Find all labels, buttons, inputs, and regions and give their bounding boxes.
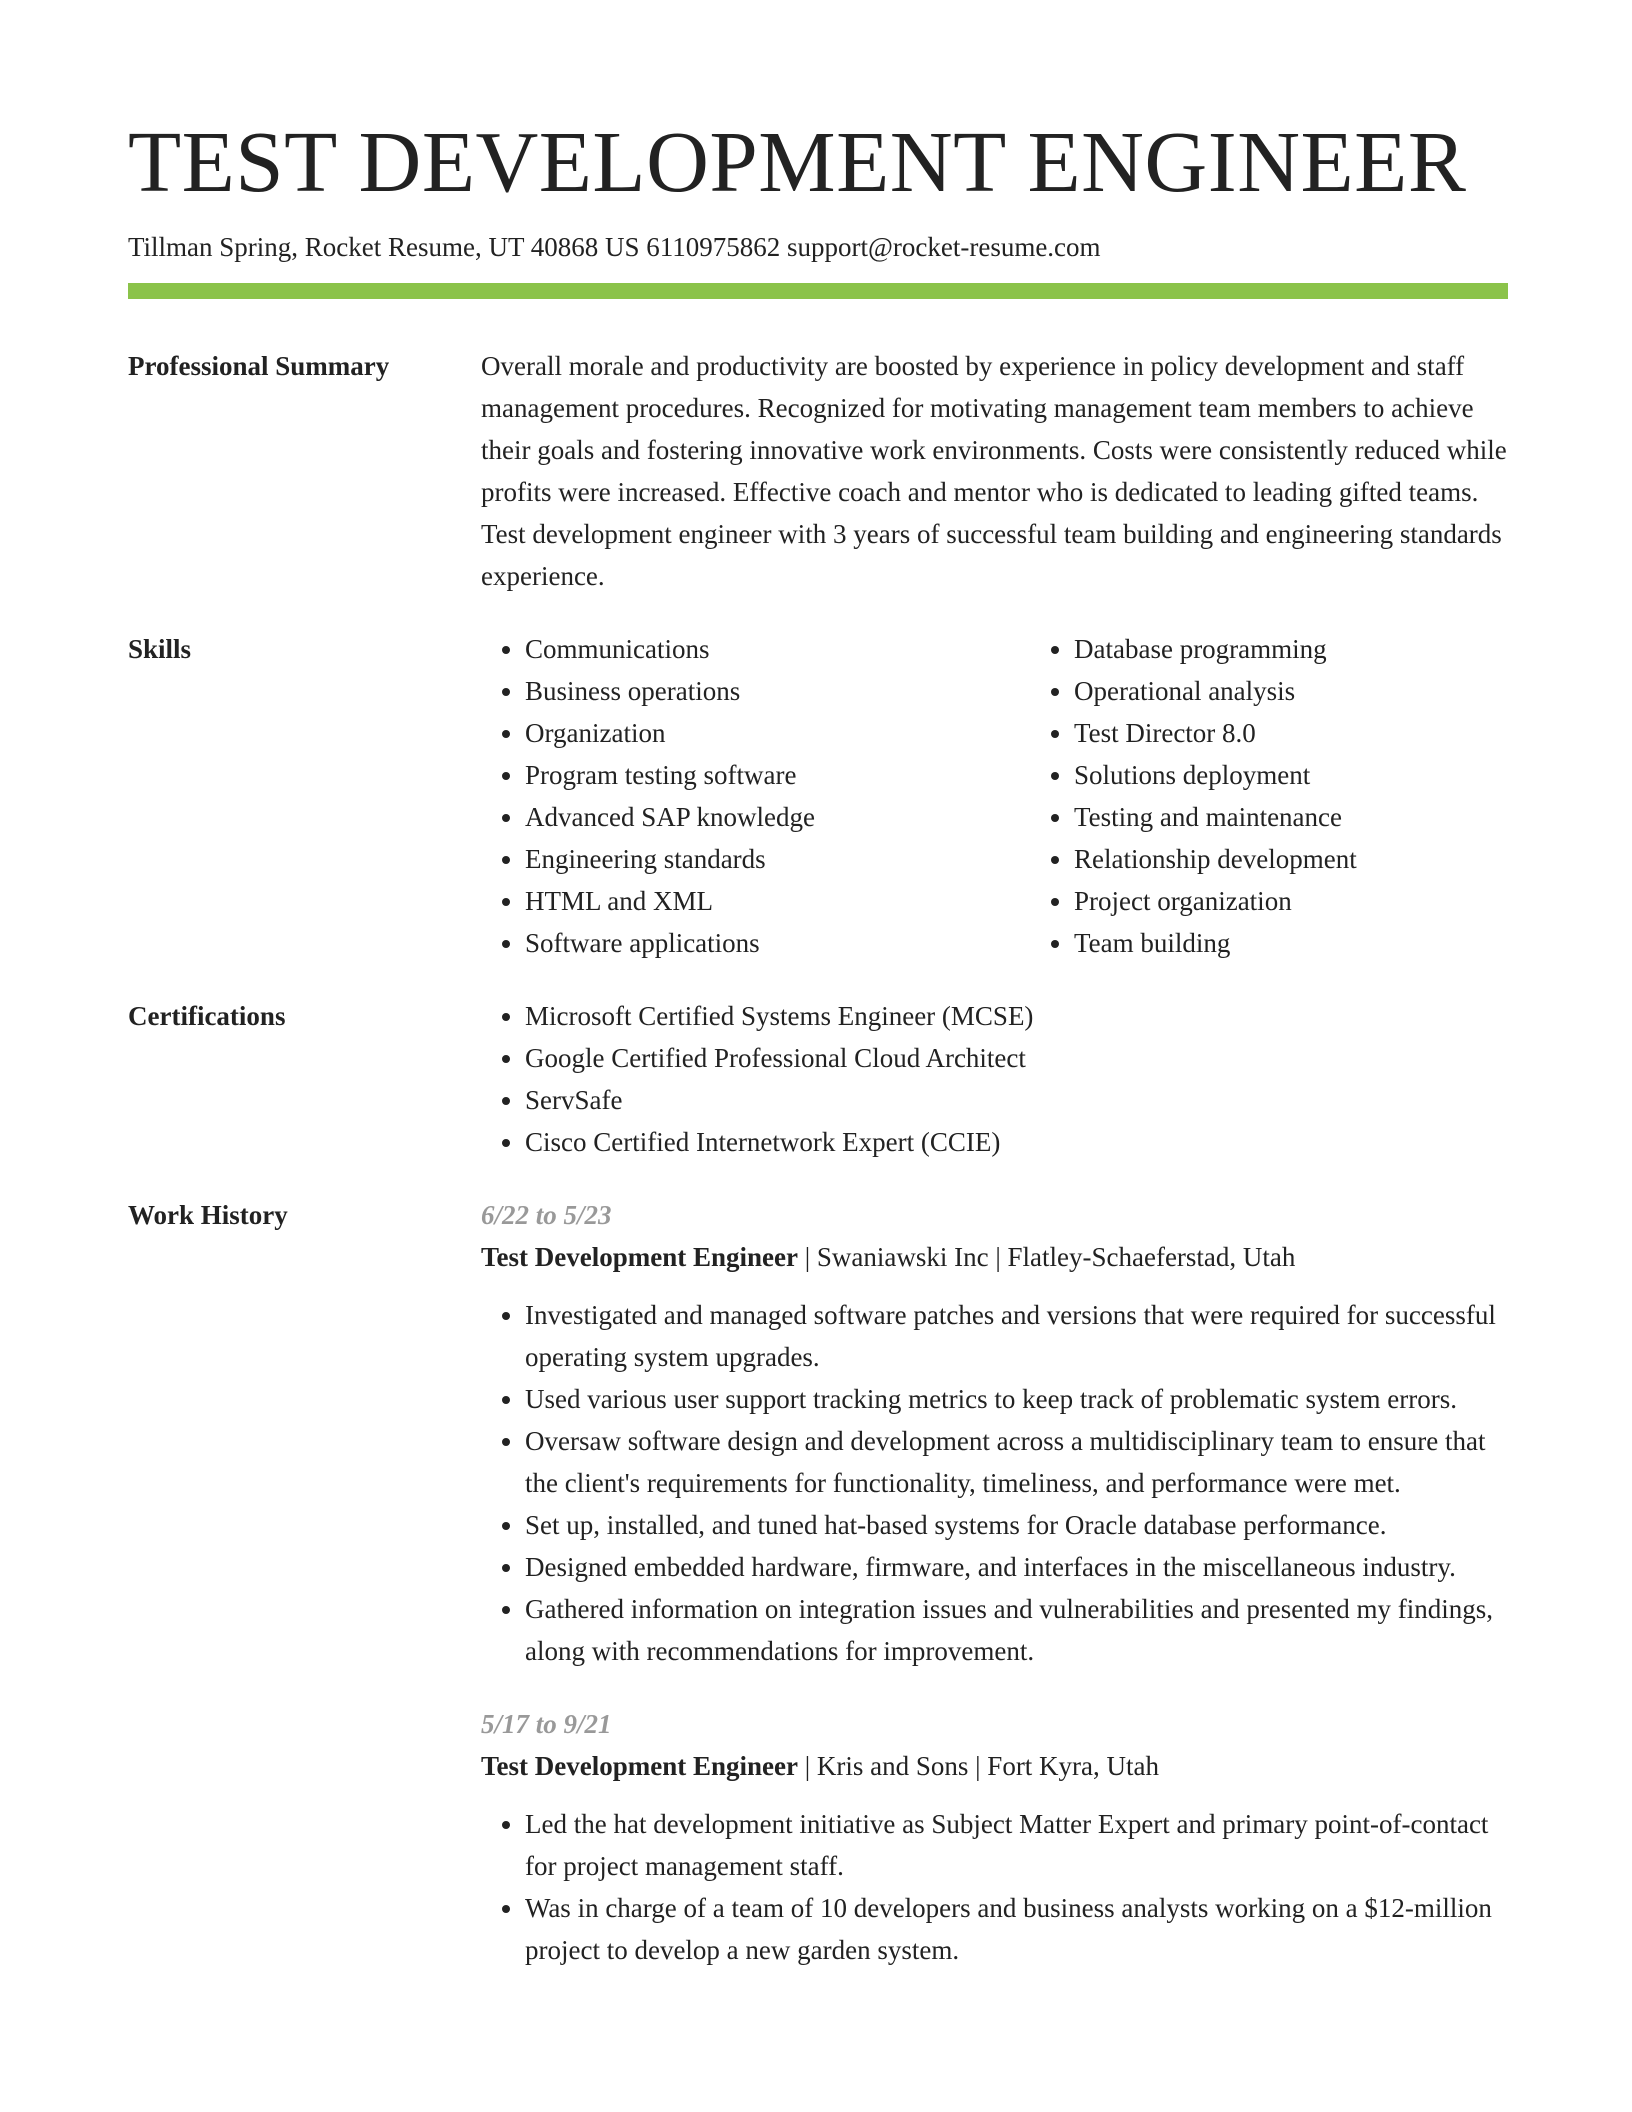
list-item: • Advanced SAP knowledge — [525, 796, 1030, 838]
list-item: • Engineering standards — [525, 838, 1030, 880]
list-item: • Was in charge of a team of 10 developers and business analysts working on a $12-million project to develop a new garden system. — [525, 1887, 1508, 1971]
list-item: • Google Certified Professional Cloud Architect — [525, 1037, 1508, 1079]
list-item: • Solutions deployment — [1074, 754, 1579, 796]
list-item: • HTML and XML — [525, 880, 1030, 922]
skills-list-right — [1030, 628, 1579, 964]
list-item: • Project organization — [1074, 880, 1579, 922]
list-item: • Testing and maintenance — [1074, 796, 1579, 838]
list-item: • Led the hat development initiative as Subject Matter Expert and primary point-of-contact for project management staff. — [525, 1803, 1508, 1887]
skills-label: Skills — [128, 634, 192, 665]
work-history-label: Work History — [128, 1200, 288, 1231]
list-item: • Team building — [1074, 922, 1579, 964]
list-item: • Organization — [525, 712, 1030, 754]
list-item: • Cisco Certified Internetwork Expert (CCIE) — [525, 1121, 1508, 1163]
resume-title: TEST DEVELOPMENT ENGINEER — [128, 113, 1467, 210]
list-item: • Business operations — [525, 670, 1030, 712]
certifications-label: Certifications — [128, 1001, 286, 1032]
list-item: • Set up, installed, and tuned hat-based systems for Oracle database performance. — [525, 1504, 1508, 1546]
list-item: • Gathered information on integration issues and vulnerabilities and presented my findings, along with recommendations for improvement. — [525, 1588, 1508, 1672]
job-title: Test Development Engineer — [481, 1751, 798, 1782]
summary-section — [128, 345, 1508, 597]
work-history-section — [128, 1194, 1508, 1971]
list-item: • Communications — [525, 628, 1030, 670]
certifications-list — [481, 995, 1508, 1163]
job-entry — [481, 1194, 1508, 1672]
list-item: • Used various user support tracking metrics to keep track of problematic system errors. — [525, 1378, 1508, 1420]
list-item: • ServSafe — [525, 1079, 1508, 1121]
job-details: | Kris and Sons | Fort Kyra, Utah — [797, 1751, 1160, 1782]
contact-line: Tillman Spring, Rocket Resume, UT 40868 US 6110975862 support@rocket-resume.com — [128, 232, 1101, 262]
job-entry — [481, 1703, 1508, 1971]
accent-divider — [128, 283, 1508, 299]
list-item: • Operational analysis — [1074, 670, 1579, 712]
resume-page — [128, 113, 1508, 1971]
list-item: • Software applications — [525, 922, 1030, 964]
skills-section — [128, 628, 1508, 964]
list-item: • Microsoft Certified Systems Engineer (MCSE) — [525, 995, 1508, 1037]
job-heading — [481, 1236, 1508, 1278]
job-bullets — [481, 1294, 1508, 1672]
summary-label: Professional Summary — [128, 351, 390, 382]
list-item: • Designed embedded hardware, firmware, and interfaces in the miscellaneous industry. — [525, 1546, 1508, 1588]
list-item: • Investigated and managed software patches and versions that were required for successful operating system upgrades. — [525, 1294, 1508, 1378]
job-title: Test Development Engineer — [481, 1242, 798, 1273]
list-item: • Test Director 8.0 — [1074, 712, 1579, 754]
list-item: • Oversaw software design and development across a multidisciplinary team to ensure that the client's requirements for functionality, timeliness, and performance were met. — [525, 1420, 1508, 1504]
list-item: • Relationship development — [1074, 838, 1579, 880]
list-item: • Database programming — [1074, 628, 1579, 670]
job-heading — [481, 1745, 1508, 1787]
job-details: | Swaniawski Inc | Flatley-Schaeferstad, Utah — [797, 1242, 1296, 1273]
summary-text: Overall morale and productivity are boosted by experience in policy development and staff management procedures. Recognized for motivating management team members to achieve their goals and fostering innovative work environments. Costs were consistently reduced while profits were increased. Effective coach and mentor who is dedicated to leading gifted teams. Test development engineer with 3 years of successful team building and engineering standards experience. — [481, 351, 1507, 592]
job-dates: 5/17 to 9/21 — [481, 1709, 612, 1740]
list-item: • Program testing software — [525, 754, 1030, 796]
job-dates: 6/22 to 5/23 — [481, 1200, 612, 1231]
skills-list-left — [481, 628, 1030, 964]
certifications-section — [128, 995, 1508, 1163]
job-bullets — [481, 1803, 1508, 1971]
